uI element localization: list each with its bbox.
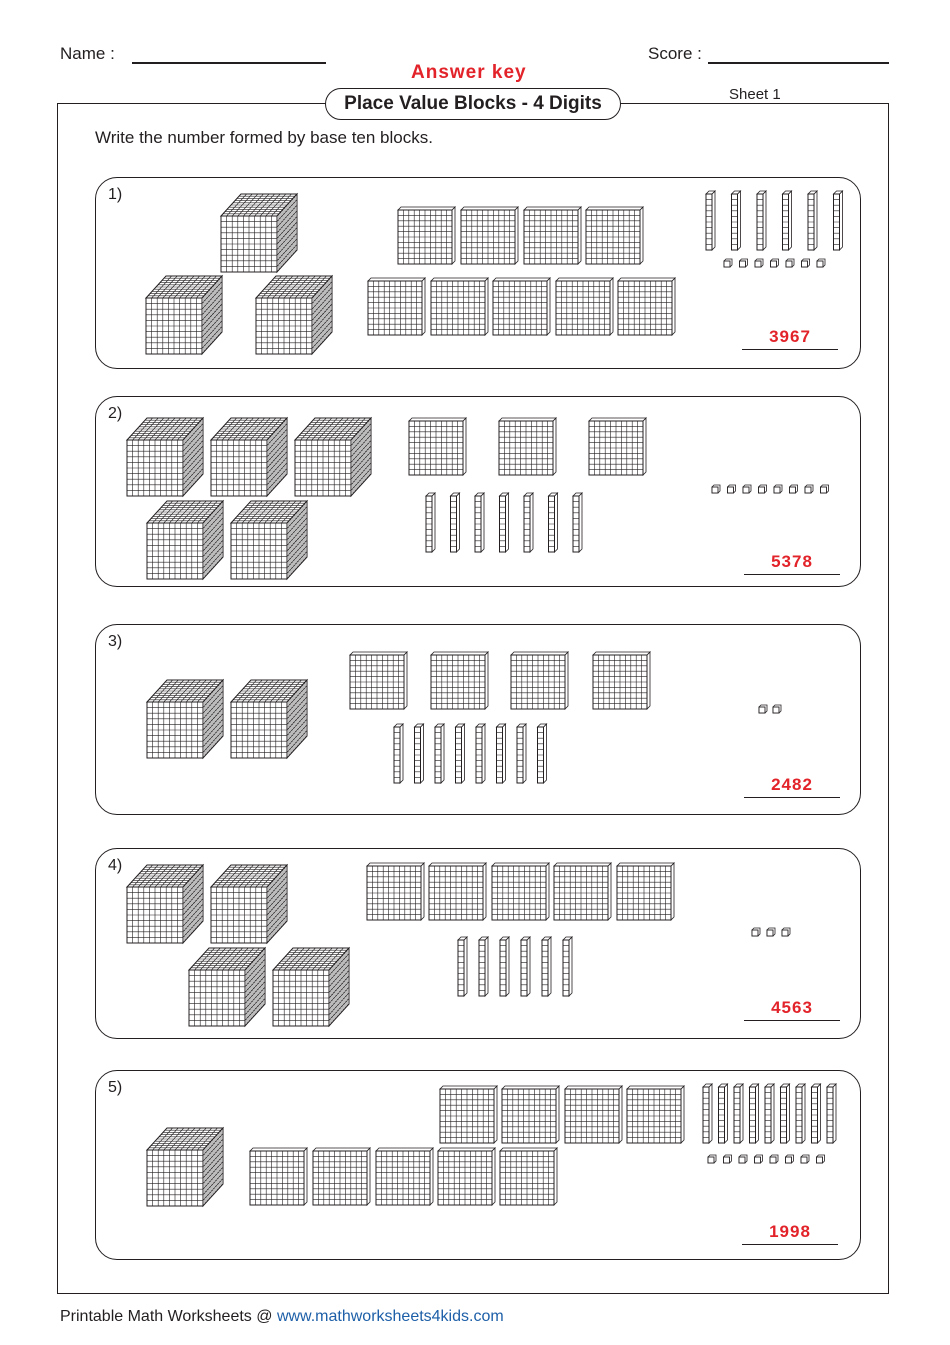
one-unit [728,485,736,493]
ten-rod [765,1084,774,1143]
ten-rod [703,1084,712,1143]
ten-rod [834,191,843,250]
answer-2: 5378 [771,552,813,571]
ten-rod [524,493,533,552]
hundred-flat [250,1148,307,1205]
thousand-cube [231,680,307,758]
hundred-flat [313,1148,370,1205]
ten-rod [781,1084,790,1143]
one-unit [767,928,775,936]
ten-rod [812,1084,821,1143]
ten-rod [517,724,526,783]
ten-rod [394,724,403,783]
sheet-label: Sheet 1 [729,86,781,103]
hundred-flat [368,278,425,335]
name-label: Name : [60,44,115,63]
ten-rod [783,191,792,250]
answer-key-label: Answer key [411,62,527,83]
hundred-flat [617,863,674,920]
one-unit [739,1155,747,1163]
thousand-cube [147,1128,223,1206]
one-unit [759,705,767,713]
hundred-flat [398,207,455,264]
ten-rod [500,937,509,996]
footer [60,1308,504,1326]
hundred-flat [376,1148,433,1205]
ten-rod [458,937,467,996]
ten-rod [706,191,715,250]
thousand-cube [295,418,371,496]
one-unit [724,259,732,267]
hundred-flat [524,207,581,264]
hundred-flat [350,652,407,709]
thousand-cube [127,418,203,496]
one-unit [708,1155,716,1163]
ten-rod [476,724,485,783]
ten-rod [563,937,572,996]
one-unit [724,1155,732,1163]
ten-rod [573,493,582,552]
hundred-flat [492,863,549,920]
problem-number: 5) [108,1079,123,1096]
one-unit [817,1155,825,1163]
ten-rod [750,1084,759,1143]
hundred-flat [367,863,424,920]
one-unit [755,1155,763,1163]
problem-number: 1) [108,186,123,203]
one-unit [743,485,751,493]
hundred-flat [409,418,466,475]
thousand-cube [231,501,307,579]
thousand-cube [147,501,223,579]
hundred-flat [440,1086,497,1143]
hundred-flat [502,1086,559,1143]
problem-number: 4) [108,857,123,874]
hundred-flat [556,278,613,335]
hundred-flat [618,278,675,335]
answer-3: 2482 [771,775,813,794]
one-unit [782,928,790,936]
hundred-flat [429,863,486,920]
one-unit [805,485,813,493]
thousand-cube [273,948,349,1026]
one-unit [771,259,779,267]
one-unit [786,259,794,267]
ten-rod [796,1084,805,1143]
ten-rod [426,493,435,552]
hundred-flat [493,278,550,335]
one-unit [759,485,767,493]
ten-rod [719,1084,728,1143]
ten-rod [435,724,444,783]
one-unit [752,928,760,936]
ten-rod [757,191,766,250]
thousand-cube [146,276,222,354]
ten-rod [808,191,817,250]
one-unit [740,259,748,267]
hundred-flat [511,652,568,709]
ten-rod [538,724,547,783]
hundred-flat [593,652,650,709]
one-unit [755,259,763,267]
thousand-cube [221,194,297,272]
hundred-flat [500,1148,557,1205]
one-unit [821,485,829,493]
thousand-cube [189,948,265,1026]
ten-rod [500,493,509,552]
hundred-flat [565,1086,622,1143]
footer-text: Printable Math Worksheets @ [60,1308,273,1325]
hundred-flat [461,207,518,264]
one-unit [773,705,781,713]
footer-link[interactable]: www.mathworksheets4kids.com [276,1308,504,1325]
thousand-cube [127,865,203,943]
ten-rod [734,1084,743,1143]
hundred-flat [431,652,488,709]
one-unit [774,485,782,493]
hundred-flat [589,418,646,475]
hundred-flat [554,863,611,920]
one-unit [802,259,810,267]
score-label: Score : [648,44,702,63]
one-unit [817,259,825,267]
problem-number: 3) [108,633,123,650]
thousand-cube [211,865,287,943]
problem-number: 2) [108,405,123,422]
ten-rod [497,724,506,783]
thousand-cube [256,276,332,354]
one-unit [790,485,798,493]
ten-rod [479,937,488,996]
answer-4: 4563 [771,998,813,1017]
hundred-flat [627,1086,684,1143]
ten-rod [827,1084,836,1143]
hundred-flat [586,207,643,264]
one-unit [712,485,720,493]
ten-rod [521,937,530,996]
ten-rod [451,493,460,552]
instructions: Write the number formed by base ten blocks. [95,128,433,147]
one-unit [801,1155,809,1163]
ten-rod [542,937,551,996]
answer-1: 3967 [769,327,811,346]
thousand-cube [211,418,287,496]
worksheet-title: Place Value Blocks - 4 Digits [325,88,621,120]
hundred-flat [431,278,488,335]
answer-5: 1998 [769,1222,811,1241]
hundred-flat [438,1148,495,1205]
ten-rod [732,191,741,250]
ten-rod [549,493,558,552]
ten-rod [475,493,484,552]
one-unit [786,1155,794,1163]
hundred-flat [499,418,556,475]
ten-rod [456,724,465,783]
thousand-cube [147,680,223,758]
ten-rod [415,724,424,783]
one-unit [770,1155,778,1163]
